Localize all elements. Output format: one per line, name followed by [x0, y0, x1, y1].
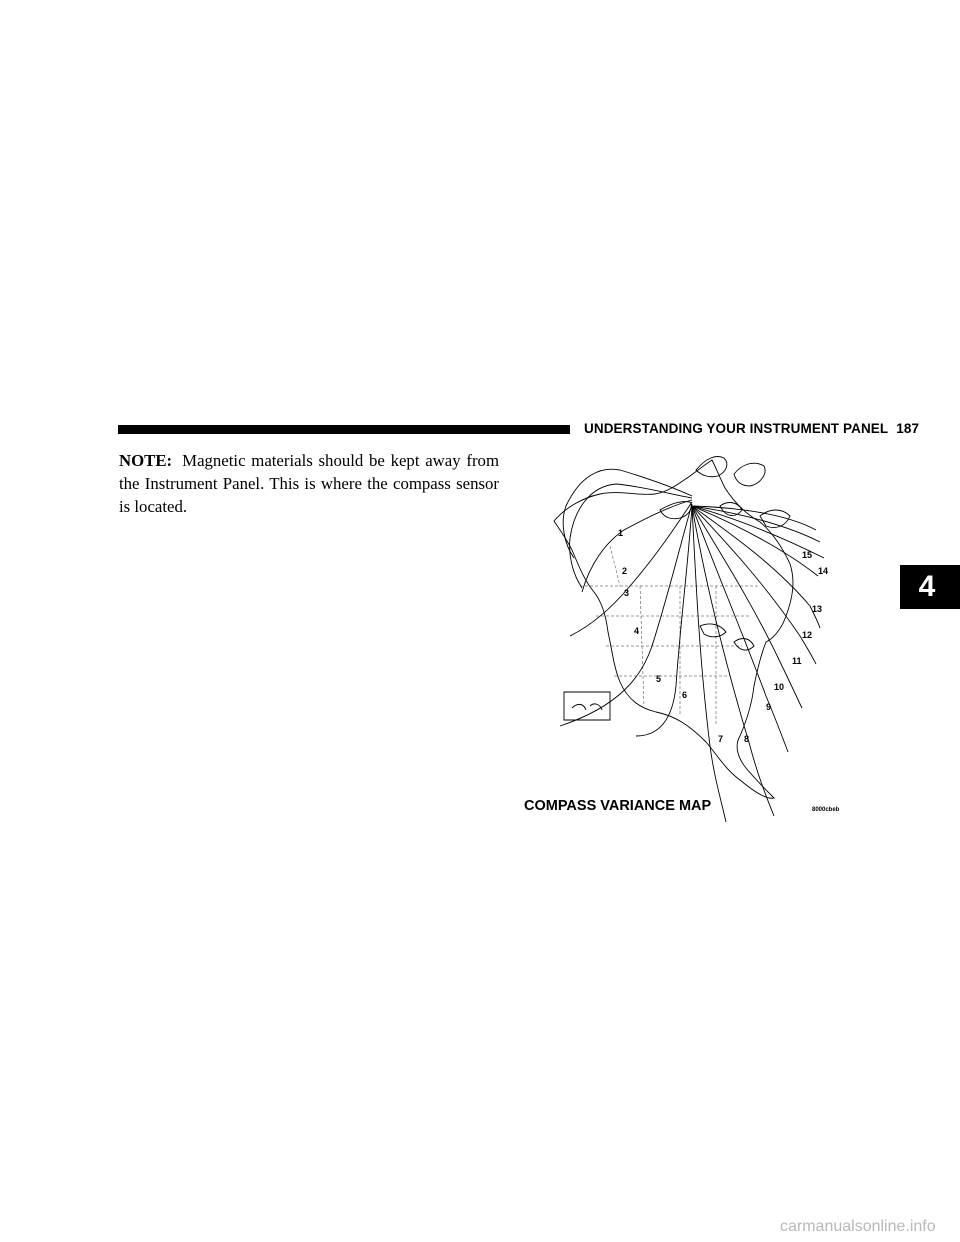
watermark: carmanualsonline.info — [780, 1218, 936, 1235]
zone-label: 2 — [622, 566, 628, 576]
zone-label: 1 — [618, 528, 624, 538]
chapter-tab: 4 — [900, 565, 960, 609]
zone-label: 14 — [818, 566, 829, 576]
zone-label: 8 — [744, 734, 750, 744]
note-label: NOTE: — [119, 451, 173, 470]
zone-label: 15 — [802, 550, 813, 560]
zone-label: 7 — [718, 734, 724, 744]
zone-label: 10 — [774, 682, 785, 692]
zone-label: 11 — [792, 656, 802, 666]
running-header — [584, 421, 920, 439]
note-text: Magnetic materials should be kept away from the Instrument Panel. This is where the compass sensor is located. — [119, 451, 499, 516]
compass-variance-map — [520, 446, 860, 822]
state-borders — [580, 546, 760, 726]
note-paragraph — [119, 449, 499, 518]
zone-label: 5 — [656, 674, 662, 684]
figure-code: 8000cbeb — [812, 807, 840, 813]
page-number: 187 — [896, 421, 920, 436]
continent-outline — [554, 457, 793, 799]
header-rule — [118, 425, 570, 434]
zone-label: 6 — [682, 690, 688, 700]
isogonic-lines — [560, 469, 824, 822]
zone-label: 3 — [624, 588, 630, 598]
zone-label: 9 — [766, 702, 772, 712]
map-illustration — [520, 446, 860, 822]
zone-label: 12 — [802, 630, 813, 640]
figure-caption: COMPASS VARIANCE MAP — [524, 798, 712, 814]
zone-label: 13 — [812, 604, 823, 614]
section-title: UNDERSTANDING YOUR INSTRUMENT PANEL — [584, 421, 889, 436]
zone-label: 4 — [634, 626, 640, 636]
